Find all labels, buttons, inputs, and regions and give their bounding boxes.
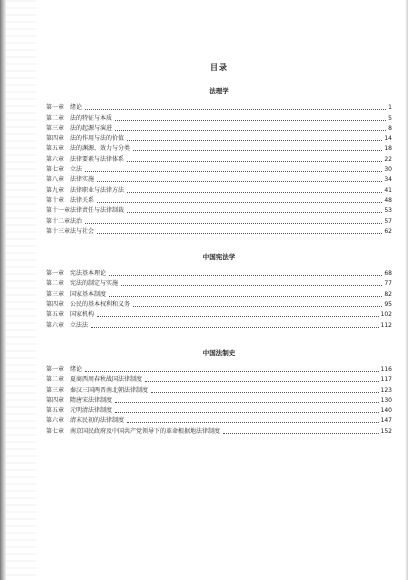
toc-entry-page-number: 77 (384, 280, 392, 288)
toc-entry[interactable] (46, 405, 392, 415)
toc-entry[interactable] (46, 195, 392, 205)
dot-leader (85, 223, 382, 224)
toc-entry-page-number: 152 (380, 427, 392, 435)
toc-entry[interactable] (46, 123, 392, 133)
toc-entry-chapter: 第四章 (46, 135, 65, 143)
toc-entry-title: 法的作用与法的价值 (70, 135, 125, 143)
toc-entry[interactable] (46, 384, 392, 394)
dot-leader (115, 120, 386, 121)
toc-entry-chapter: 第十二章 (46, 217, 71, 225)
toc-entry-title: 国家基本制度 (70, 290, 107, 298)
toc-entry[interactable] (46, 395, 392, 405)
toc-entry-title: 绪论 (70, 365, 83, 373)
toc-entry[interactable] (46, 364, 392, 374)
dot-leader (115, 412, 379, 413)
toc-entry-chapter: 第一章 (46, 104, 65, 112)
toc-entry-title: 法的渊源、效力与分类 (70, 145, 131, 153)
dot-leader (145, 381, 379, 382)
toc-entry-title: 宪法基本理论 (70, 270, 107, 278)
toc-entry[interactable] (46, 319, 392, 329)
toc-entry-title: 法律职业与法律方法 (70, 186, 125, 194)
section-title: 中国法制史 (202, 348, 236, 357)
toc-entry[interactable] (46, 215, 392, 225)
toc-entry-page-number: 53 (384, 207, 392, 215)
toc-entry[interactable] (46, 184, 392, 194)
toc-entry-chapter: 第三章 (46, 124, 65, 132)
toc-entry-title: 宪法的制定与实施 (70, 280, 119, 288)
toc-entry-page-number: 1 (388, 104, 392, 112)
dot-leader (115, 130, 386, 131)
toc-entry-chapter: 第六章 (46, 417, 65, 425)
toc-entry-chapter: 第六章 (46, 155, 65, 163)
dot-leader (151, 392, 379, 393)
toc-entry[interactable] (46, 102, 392, 112)
dot-leader (223, 433, 379, 434)
toc-section-jurisprudence (46, 86, 392, 236)
toc-entry-chapter: 第十三章 (46, 227, 71, 235)
toc-entry-title: 法治 (70, 217, 83, 225)
toc-entry-page-number: 82 (384, 290, 392, 298)
toc-entry-title: 法与社会 (70, 227, 95, 235)
dot-leader (97, 316, 379, 317)
toc-entry[interactable] (46, 288, 392, 298)
toc-entry-page-number: 117 (380, 376, 392, 384)
toc-entry[interactable] (46, 226, 392, 236)
toc-entry[interactable] (46, 309, 392, 319)
section-title: 中国宪法学 (202, 252, 236, 261)
toc-entry-chapter: 第四章 (46, 301, 65, 309)
toc-entry-page-number: 14 (384, 135, 392, 143)
toc-entry-page-number: 22 (384, 155, 392, 163)
toc-entry-chapter: 第二章 (46, 376, 65, 384)
dot-leader (97, 233, 382, 234)
toc-entry-page-number: 18 (384, 145, 392, 153)
dot-leader (133, 150, 382, 151)
toc-entry[interactable] (46, 415, 392, 425)
dot-leader (121, 285, 382, 286)
dot-leader (127, 422, 379, 423)
toc-entry-title: 立法法 (70, 321, 89, 329)
toc-entry-page-number: 68 (384, 270, 392, 278)
toc-entry-page-number: 5 (388, 114, 392, 122)
dot-leader (127, 212, 382, 213)
toc-entry-page-number: 57 (384, 217, 392, 225)
toc-entry-page-number: 41 (384, 186, 392, 194)
toc-entry-title: 清末民初的法律制度 (70, 417, 125, 425)
dot-leader (85, 171, 382, 172)
toc-entry-chapter: 第三章 (46, 290, 65, 298)
toc-entry-page-number: 102 (380, 311, 392, 319)
toc-entry-title: 法律责任与法律制裁 (70, 207, 125, 215)
toc-entry[interactable] (46, 164, 392, 174)
toc-entry-page-number: 140 (380, 407, 392, 415)
toc-title: 目录 (210, 63, 228, 72)
toc-entry-chapter: 第二章 (46, 280, 65, 288)
toc-entry[interactable] (46, 374, 392, 384)
toc-entry-page-number: 48 (384, 196, 392, 204)
toc-entry[interactable] (46, 153, 392, 163)
dot-leader (85, 371, 379, 372)
toc-entry[interactable] (46, 205, 392, 215)
toc-entry-page-number: 34 (384, 176, 392, 184)
toc-entry-title: 法律要素与法律体系 (70, 155, 125, 163)
dot-leader (85, 109, 386, 110)
dot-leader (109, 296, 382, 297)
toc-entry[interactable] (46, 425, 392, 435)
toc-entry-title: 南京国民政府及中国共产党领导下的革命根据地法律制度 (70, 427, 221, 435)
toc-entry-chapter: 第七章 (46, 427, 65, 435)
dot-leader (91, 327, 379, 328)
toc-entry-chapter: 第三章 (46, 386, 65, 394)
toc-entry-page-number: 30 (384, 166, 392, 174)
toc-entry-chapter: 第一章 (46, 270, 65, 278)
toc-entry[interactable] (46, 112, 392, 122)
toc-entry-title: 元明清法律制度 (70, 407, 113, 415)
scan-noise (6, 0, 36, 580)
toc-entry-chapter: 第五章 (46, 407, 65, 415)
toc-content (46, 62, 392, 436)
toc-entry[interactable] (46, 143, 392, 153)
toc-entry-chapter: 第六章 (46, 321, 65, 329)
toc-entry[interactable] (46, 133, 392, 143)
toc-section-legal-history (46, 348, 392, 436)
toc-entry-page-number: 116 (380, 365, 392, 373)
toc-entry[interactable] (46, 268, 392, 278)
toc-entry-chapter: 第十章 (46, 196, 65, 204)
toc-entry-page-number: 95 (384, 301, 392, 309)
toc-entry-chapter: 第八章 (46, 176, 65, 184)
toc-entry[interactable] (46, 174, 392, 184)
toc-entry-title: 法律关系 (70, 196, 95, 204)
dot-leader (109, 275, 382, 276)
dot-leader (127, 140, 382, 141)
dot-leader (127, 161, 382, 162)
toc-entry-chapter: 第十一章 (46, 207, 71, 215)
toc-entry-title: 绪论 (70, 104, 83, 112)
dot-leader (97, 181, 382, 182)
toc-entry-chapter: 第七章 (46, 166, 65, 174)
toc-entry-title: 法律实施 (70, 176, 95, 184)
toc-entry-chapter: 第五章 (46, 145, 65, 153)
toc-entry-title: 法的起源与演进 (70, 124, 113, 132)
toc-entry-title: 隋唐宋法律制度 (70, 396, 113, 404)
toc-entry-title: 夏商西周春秋战国法律制度 (70, 376, 143, 384)
toc-entry-chapter: 第五章 (46, 311, 65, 319)
toc-entry-title: 公民的基本权利和义务 (70, 301, 131, 309)
dot-leader (133, 306, 382, 307)
section-title: 法理学 (209, 87, 229, 95)
dot-leader (97, 202, 382, 203)
toc-entry-page-number: 130 (380, 396, 392, 404)
toc-entry-page-number: 8 (388, 124, 392, 132)
toc-entry-page-number: 147 (380, 417, 392, 425)
toc-entry-title: 立法 (70, 166, 83, 174)
toc-entry-page-number: 112 (380, 321, 392, 329)
toc-section-constitutional-law (46, 252, 392, 330)
toc-entry-chapter: 第二章 (46, 114, 65, 122)
toc-entry-page-number: 62 (384, 227, 392, 235)
toc-entry-title: 法的特征与本质 (70, 114, 113, 122)
dot-leader (115, 402, 379, 403)
toc-entry-title: 秦汉三国两晋南北朝法律制度 (70, 386, 149, 394)
toc-entry[interactable] (46, 278, 392, 288)
toc-entry-chapter: 第九章 (46, 186, 65, 194)
toc-entry-page-number: 123 (380, 386, 392, 394)
toc-entry-title: 国家机构 (70, 311, 95, 319)
toc-entry-chapter: 第四章 (46, 396, 65, 404)
toc-entry[interactable] (46, 299, 392, 309)
toc-entry-chapter: 第一章 (46, 365, 65, 373)
dot-leader (127, 192, 382, 193)
